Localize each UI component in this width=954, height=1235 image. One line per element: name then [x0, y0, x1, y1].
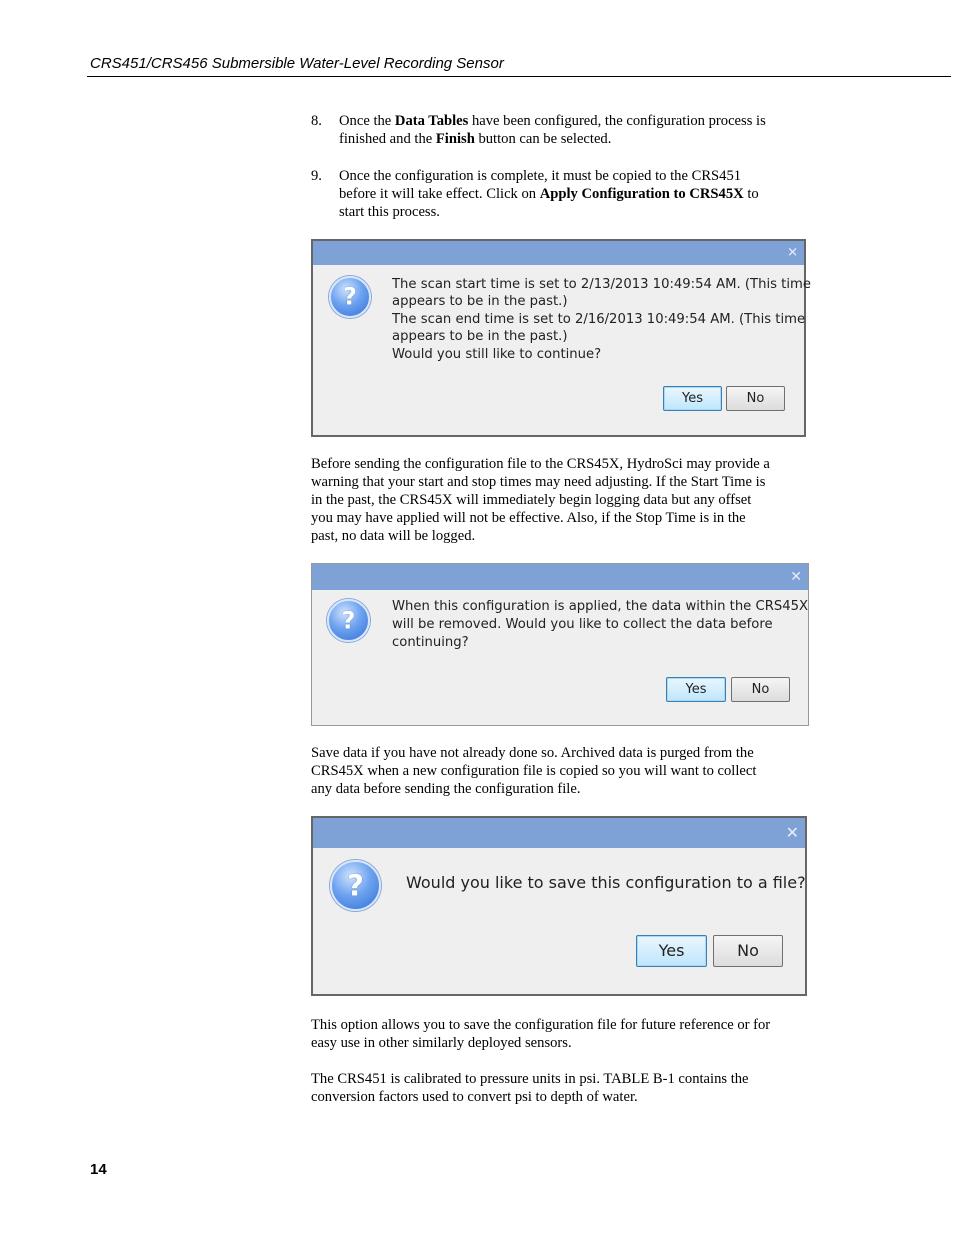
step-line [339, 203, 811, 221]
question-mark-glyph: ? [343, 282, 357, 311]
dialog-message [406, 873, 806, 893]
message-line: The scan end time is set to 2/16/2013 10:49:54 AM. (This time [392, 311, 806, 327]
message-line: When this configuration is applied, the data within the CRS45X [392, 599, 809, 614]
step-text-segment: start this process. [339, 204, 440, 220]
bold-ui-term: Finish [435, 131, 475, 147]
no-button[interactable]: No [713, 935, 783, 967]
step-text-segment: Once the [339, 113, 395, 129]
paragraph-line: in the past, the CRS45X will immediately begin logging data but any offset [311, 492, 752, 508]
close-icon[interactable]: ✕ [787, 245, 798, 261]
save-data-paragraph [311, 744, 807, 798]
bold-ui-term: Data Tables [394, 113, 469, 129]
step-text [339, 167, 811, 221]
paragraph-line: CRS45X when a new configuration file is copied so you will want to collect [311, 763, 757, 779]
step-number: 8. [311, 113, 322, 129]
paragraph-line: warning that your start and stop times may need adjusting. If the Start Time is [311, 474, 766, 490]
dialog-message [392, 276, 811, 363]
scan-time-warning-dialog [311, 239, 811, 437]
paragraph-line: past, no data will be logged. [311, 528, 476, 544]
step-text-segment: Once the configuration is complete, it must be copied to the CRS451 [339, 168, 742, 184]
close-icon[interactable]: ✕ [790, 569, 802, 585]
question-icon [329, 276, 371, 318]
step-line [339, 167, 811, 185]
data-removal-dialog [311, 563, 809, 726]
message-line: appears to be in the past.) [392, 329, 568, 345]
paragraph-line: you may have applied will not be effective. Also, if the Stop Time is in the [311, 510, 746, 526]
step-text-segment: button can be selected. [474, 131, 612, 147]
bold-ui-term: Apply Configuration to CRS45X [539, 186, 744, 202]
question-icon [330, 860, 381, 911]
step-text [339, 112, 811, 148]
question-icon [327, 599, 370, 642]
dialog-titlebar [313, 241, 804, 265]
paragraph-line: Save data if you have not already done so. Archived data is purged from the [311, 745, 754, 761]
yes-button[interactable]: Yes [636, 935, 707, 967]
step-text-segment: have been configured, the configuration process is [468, 113, 766, 129]
dialog-titlebar [313, 818, 805, 848]
save-configuration-dialog [311, 816, 807, 996]
step-line [339, 185, 811, 203]
yes-button[interactable]: Yes [666, 677, 726, 702]
step-8 [311, 112, 811, 148]
message-line: The scan start time is set to 2/13/2013 10:49:54 AM. (This time [392, 277, 811, 292]
paragraph-line: conversion factors used to convert psi to depth of water. [311, 1089, 638, 1105]
step-9 [311, 167, 811, 221]
paragraph-line: The CRS451 is calibrated to pressure units in psi. TABLE B-1 contains the [311, 1071, 749, 1087]
step-text-segment: finished and the [339, 131, 436, 147]
question-mark-glyph: ? [341, 605, 356, 634]
message-line: Would you still like to continue? [392, 346, 602, 362]
close-icon[interactable]: ✕ [785, 823, 799, 842]
paragraph-line: Before sending the configuration file to the CRS45X, HydroSci may provide a [311, 456, 770, 472]
start-stop-warning-paragraph [311, 455, 807, 545]
no-button[interactable]: No [726, 386, 785, 411]
message-line: appears to be in the past.) [392, 294, 568, 310]
step-number: 9. [311, 168, 322, 184]
page-number: 14 [90, 1161, 107, 1178]
step-text-segment: to [743, 186, 759, 202]
no-button[interactable]: No [731, 677, 790, 702]
message-line: will be removed. Would you like to collect the data before [392, 617, 773, 632]
paragraph-line: easy use in other similarly deployed sensors. [311, 1035, 572, 1051]
step-line [339, 112, 811, 130]
paragraph-line: This option allows you to save the configuration file for future reference or for [311, 1017, 771, 1033]
message-line: Would you like to save this configuration to a file? [406, 873, 806, 892]
paragraph-line: any data before sending the configuration file. [311, 781, 581, 797]
yes-button[interactable]: Yes [663, 386, 722, 411]
dialog-message [392, 598, 808, 652]
dialog-titlebar [312, 564, 808, 590]
question-mark-glyph: ? [347, 867, 364, 902]
running-header: CRS451/CRS456 Submersible Water-Level Recording Sensor [90, 55, 504, 72]
step-line [339, 130, 811, 148]
header-rule [87, 76, 951, 77]
message-line: continuing? [392, 635, 469, 650]
calibration-paragraph [311, 1070, 807, 1106]
step-text-segment: before it will take effect. Click on [339, 186, 540, 202]
save-option-paragraph [311, 1016, 807, 1052]
